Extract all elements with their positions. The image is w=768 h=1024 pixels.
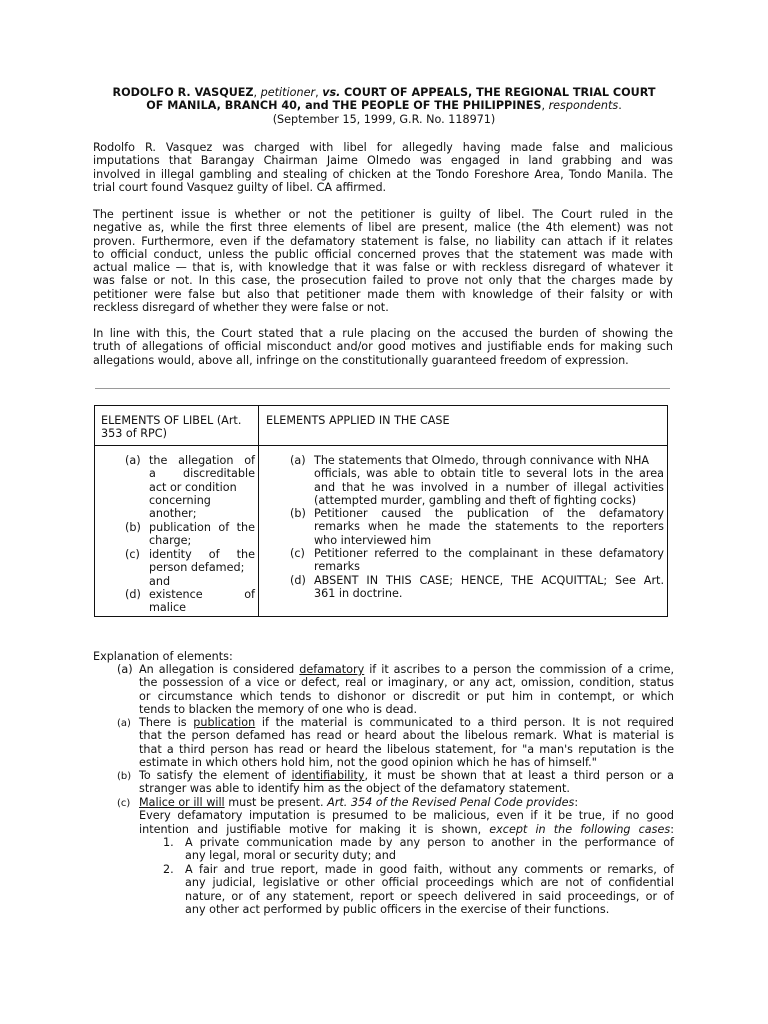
malice-term: Malice or ill will [139,796,225,809]
title-line-1: RODOLFO R. VASQUEZ, petitioner, vs. COURT OF APPEALS, THE REGIONAL TRIAL COURT [112,86,656,99]
table-header-divider [95,445,667,446]
text-line: In line with this, the Court stated that a rule placing on the accused the burden of showing the [93,327,673,340]
document-page: RODOLFO R. VASQUEZ, petitioner, vs. COURT OF APPEALS, THE REGIONAL TRIAL COURT OF MANILA, BRANCH 40, and THE PEOPLE OF THE PHILIPPINES, respondents. (September 15, 1999, G.R. No. 118971) Rodolfo R. Vasquez was charged with libel for allegedly having made false and malicious imputations that Barangay Chairman Jaime Olmedo was engaged in land grabbing and was involved in illegal gambling and stealing of chicken at the Tondo Foreshore Area, Tondo Manila. The trial court found Vasquez guilty of libel. CA affirmed. The pertinent issue is whether or not the petitioner is guilty of libel. The Court ruled in the negative as, while the first three elements of libel are present, malice (the 4th element) was not proven. Furthermore, even if the defamatory statement is false, no liability can attach if it relates to official conduct, unless the public official concerned proves that the statement was made with actual malice — that is, with knowledge that it was false or with reckless disregard of whatever it was false or not. In this case, the prosecution failed to prove not only that the charges made by petitioner were false but also that petitioner made them with knowledge of their falsity or with reckless disregard of whether they were false or not. In line with this, the Court stated that a rule placing on the accused the burden of showing the truth of allegations of official misconduct and/or good motives and justifiable ends for making such allegations would, above all, infringe on the constitutionally guaranteed freedom of expression. ELEMENTS OF LIBEL (Art. 353 of RPC) ELEMENTS APPLIED IN THE CASE (a) the allegation of a discreditable act or condition concerning another; (b) publication of the charge; (c) identity of the person defamed; and (d) existence of malice (a) The statements that Olmedo, through connivance with NHA officials, was able to obtain title to several lots in the area and that he was involved in a number of illegal activities (attempted murder, gambling and theft of fighting cocks) (b) Petitioner caused the publication of the defamatory remarks when he made the statements to the reporters who interviewed him (c) Petitioner referred to the complainant in these defamatory remarks (d) ABSENT IN THIS CASE; HENCE, THE ACQUITTAL; See Art. 361 in doctrine. Explanation of elements: (a) An allegation is considered defamatory if it ascribes to a person the commission of a crime, the possession of a vice or defect, real or imaginary, or any act, omission, condition, status or circumstance which tends to dishonor or discredit or put him in contempt, or which tends to blacken the memory of one who is dead. (a) There is publication if the material is communicated to a third person. It is not required that the person defamed has read or heard about the libelous remark. What is material is that a third person has read or heard the libelous statement, for "a man's reputation is the estimate in which others hold him, not the good opinion which he has of himself." (b) To satisfy the element of identifiability, it must be shown that at least a third person or a stranger was able to identify him as the object of the defamatory statement. (c) Malice or ill will must be present. Art. 354 of the Revised Penal Code provides: Every defamatory imputation is presumed to be malicious, even if it be true, if no good intention and justifiable motive for making it is shown, except in the following cases: 1. A private communication made by any person to another in the performance of any legal, moral or security duty; and 2. A fair and true report, made in good faith, without any comments or remarks, of any judicial, legislative or other official proceedings which are not of confidential nature, or of any statement, report or speech delivered in said proceedings, or of any other act performed by public officers in the exercise of their functions. [0,0,768,1024]
table-header-applied: ELEMENTS APPLIED IN THE CASE [266,414,450,427]
horizontal-divider [95,388,670,389]
text-line: The pertinent issue is whether or not the petitioner is guilty of libel. The Court ruled in the [93,208,673,221]
respondents-line-1: COURT OF APPEALS, THE REGIONAL TRIAL COURT [343,86,656,99]
text-line: truth of allegations of official misconduct and/or good motives and justifiable ends for making such [93,340,673,354]
text-line: reckless disregard of whether they were false or not. [93,301,389,315]
case-title [88,86,680,126]
respondents-line-2: OF MANILA, BRANCH 40, and THE PEOPLE OF THE PHILIPPINES [146,99,542,113]
elements-table: ELEMENTS OF LIBEL (Art. 353 of RPC) ELEMENTS APPLIED IN THE CASE (a) the allegation of a discreditable act or condition concerning another; (b) publication of the charge; (c) identity of the person defamed; and (d) existence of malice (a) The statements that Olmedo, through connivance with NHA officials, was able to obtain title to several lots in the area and that he was involved in a number of illegal activities (attempted murder, gambling and theft of fighting cocks) (b) Petitioner caused the publication of the defamatory remarks when he made the statements to the reporters who interviewed him (c) Petitioner referred to the complainant in these defamatory remarks (d) ABSENT IN THIS CASE; HENCE, THE ACQUITTAL; See Art. 361 in doctrine. [94,405,668,617]
text-line: proven. Furthermore, even if the defamatory statement is false, no liability can attach if it relates [93,234,673,248]
publication-term: publication [193,716,256,729]
text-line: allegations would, above all, infringe on the constitutionally guaranteed freedom of expression. [93,353,629,367]
text-line: to official conduct, unless the public official concerned proves that the statement was made with [93,247,673,261]
versus-text: vs. [322,86,341,99]
explanation-heading: Explanation of elements: [93,650,233,663]
text-line: actual malice — that is, with knowledge that it was false or with reckless disregard of whatever it [93,261,673,275]
summary-paragraph [93,141,673,194]
identifiability-term: identifiability [291,769,365,782]
title-line-2: OF MANILA, BRANCH 40, and THE PEOPLE OF THE PHILIPPINES, respondents. [146,99,622,113]
text-line: imputations that Barangay Chairman Jaime Olmedo was engaged in land grabbing and was [93,154,673,168]
text-line: involved in illegal gambling and stealing of chicken at the Tondo Foreshore Area, Tondo Manila. The [93,167,673,181]
article-reference: Art. 354 of the Revised Penal Code provides [327,796,575,809]
table-header-elements: ELEMENTS OF LIBEL (Art. 353 of RPC) [101,414,242,441]
petitioner-role: petitioner [260,86,316,99]
defamatory-term: defamatory [299,663,365,676]
case-citation: (September 15, 1999, G.R. No. 118971) [272,112,496,126]
table-column-divider [258,406,259,616]
text-line: petitioner were false but also that petitioner made them with knowledge of their falsity or with [93,287,673,301]
text-line: trial court found Vasquez guilty of libel. CA affirmed. [93,180,387,194]
petitioner-name: RODOLFO R. VASQUEZ [112,86,254,99]
text-line: was false or not. In this case, the prosecution failed to prove not only that the charges made by [93,274,673,288]
ruling-paragraph [93,208,673,314]
text-line: Rodolfo R. Vasquez was charged with libel for allegedly having made false and malicious [93,141,673,154]
doctrine-paragraph [93,327,673,367]
respondents-role: respondents [548,99,619,113]
text-line: negative as, while the first three elements of libel are present, malice (the 4th element) was not [93,221,673,235]
